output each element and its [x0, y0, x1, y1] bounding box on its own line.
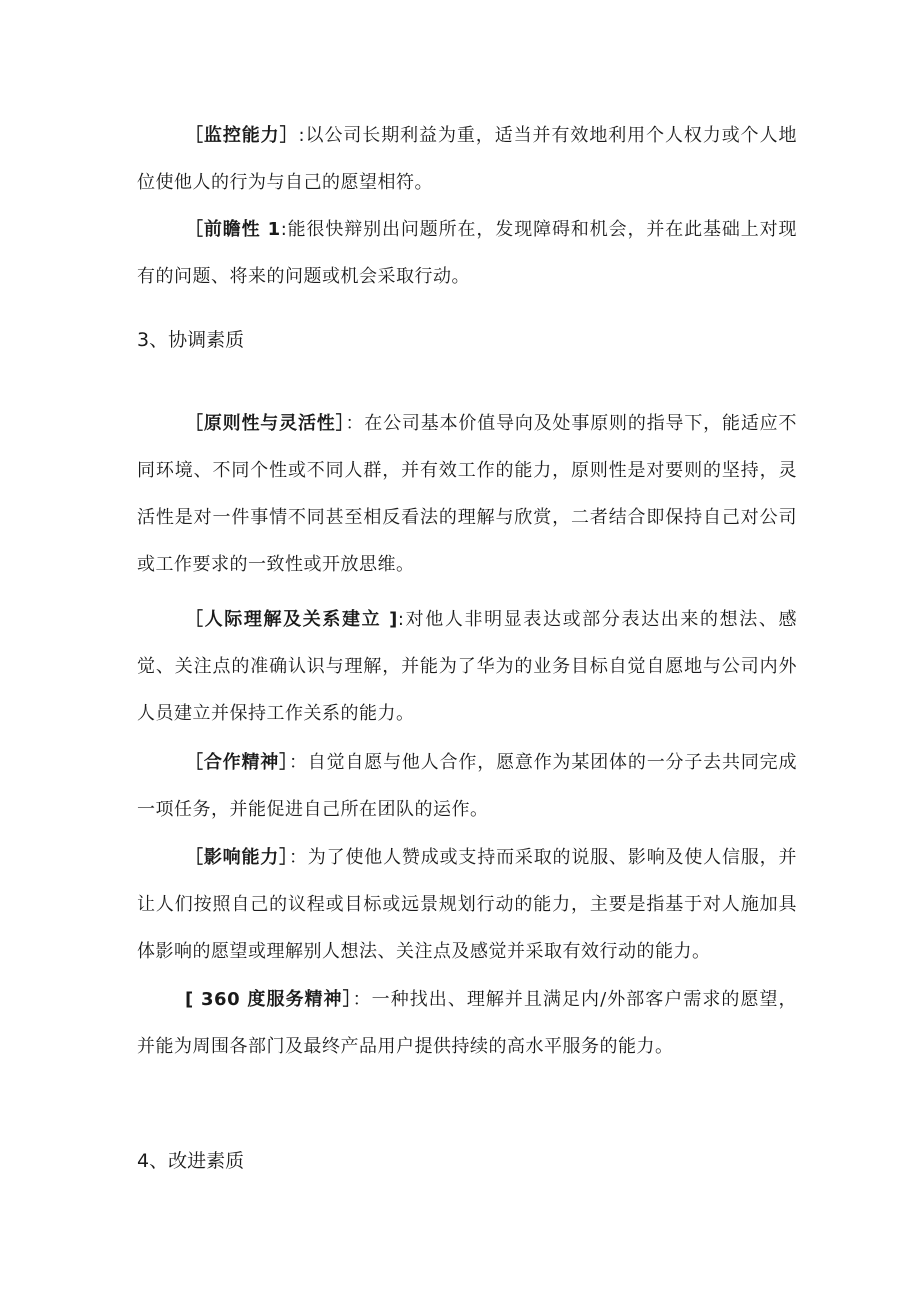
paragraph-text: 一种找出、理解并且满足内/外部客户需求的愿望，并能为周围各部门及最终产品用户提供持续的高水平服务的能力。 — [137, 989, 798, 1057]
term-separator: ： — [288, 847, 308, 868]
term-label: [ 360 度服务精神］ — [185, 989, 353, 1010]
paragraph-monitoring-ability — [137, 112, 797, 206]
term-separator: ： — [345, 413, 365, 434]
term-label: ［人际理解及关系建立 ] — [185, 609, 398, 630]
paragraph-influence — [137, 834, 797, 975]
paragraph-principle-flexibility — [137, 400, 797, 588]
section-heading-coordination: 3、协调素质 — [137, 329, 245, 351]
paragraph-service-spirit — [137, 976, 797, 1070]
paragraph-text: 对他人非明显表达或部分表达出来的想法、感觉、关注点的准确认识与理解，并能为了华为的业务目标自觉自愿地与公司内外人员建立并保持工作关系的能力。 — [137, 609, 797, 724]
paragraph-interpersonal — [137, 596, 797, 737]
term-separator: : — [397, 609, 405, 630]
term-separator: ： — [352, 989, 372, 1010]
paragraph-foresight — [137, 206, 797, 300]
term-label: ［影响能力］ — [185, 847, 289, 868]
paragraph-text: 以公司长期利益为重，适当并有效地利用个人权力或个人地位使他人的行为与自己的愿望相符。 — [137, 125, 798, 193]
term-separator: ： — [288, 752, 308, 773]
paragraph-text: 能很快辩别出问题所在，发现障碍和机会，并在此基础上对现有的问题、将来的问题或机会采取行动。 — [137, 219, 797, 287]
term-separator: : — [298, 125, 306, 146]
paragraph-text: 自觉自愿与他人合作，愿意作为某团体的一分子去共同完成一项任务，并能促进自己所在团队的运作。 — [137, 752, 797, 820]
term-label: ［合作精神］ — [185, 752, 289, 773]
term-label: ［前瞻性 1 — [185, 219, 281, 240]
term-label: ［原则性与灵活性］ — [185, 413, 346, 434]
term-separator: : — [280, 219, 288, 240]
section-heading-improvement: 4、改进素质 — [137, 1150, 245, 1172]
paragraph-text: 为了使他人赞成或支持而采取的说服、影响及使人信服，并让人们按照自己的议程或目标或远景规划行动的能力，主要是指基于对人施加具体影响的愿望或理解别人想法、关注点及感觉并采取有效行动的能力。 — [137, 847, 797, 962]
paragraph-text: 在公司基本价值导向及处事原则的指导下，能适应不同环境、不同个性或不同人群，并有效工作的能力，原则性是对要则的坚持，灵活性是对一件事情不同甚至相反看法的理解与欣赏，二者结合即保持自己对公司或工作要求的一致性或开放思维。 — [137, 413, 797, 575]
term-label: ［监控能力］ — [185, 125, 299, 146]
paragraph-teamwork — [137, 739, 797, 833]
